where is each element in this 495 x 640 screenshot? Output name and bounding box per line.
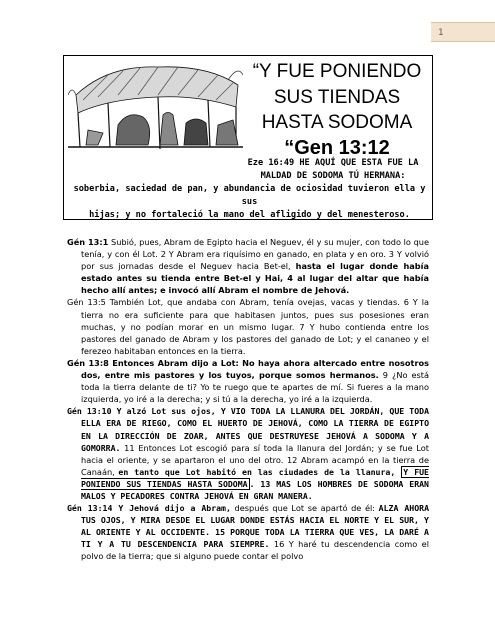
verse-paragraph-3 [67, 357, 429, 405]
tent-illustration [68, 55, 243, 153]
scripture-body [67, 236, 429, 563]
verse-text: Gén 13:5 También Lot, que andaba con Abram, tenía ovejas, vacas y tiendas. 6 Y la tierra no era suficiente para que habitasen juntos, pues sus posesiones eran muchas, y no podían morar en un mismo lugar. 7 Y hubo contienda entre los pastores del ganado de Abram y los pastores del ganado de Lot; y el cananeo y el ferezeo habitaban entonces en la tierra. [67, 297, 429, 356]
verse-text: Subió, pues, Abram de Egipto hacia el Neguev, él y su mujer, con todo lo que tenía, y con él Lot. 2 Y Abram era riquísimo en ganado, en plata y en oro. 3 Y volvió por sus jornadas desde el Neguev hacia Bet-el, [81, 237, 429, 272]
title-reference: “Gen 13:12 [284, 136, 390, 159]
verse-emphasis: Gén 13:8 Entonces Abram dijo a Lot: No haya ahora altercado entre nosotros dos, entre mis pastores y los tuyos, porque somos hermanos. [67, 357, 429, 381]
epigraph-line-3: soberbia, saciedad de pan, y abundancia de ociosidad tuvieron ella y sus [73, 184, 426, 207]
title-line-3: HASTA SODOMA [261, 112, 413, 133]
verse-emphasis: hasta el lugar donde había estado antes su tienda entre Bet-el y Hai, 4 al lugar del altar que había hecho allí antes; e invocó allí Abram el nombre de Jehová. [81, 261, 429, 296]
verse-reference: Gén 13:1 [67, 237, 109, 247]
verse-text: 9 ¿No está toda la tierra delante de ti? Yo te ruego que te apartes de mí. Si fueres a la mano izquierda, yo iré a la derecha; y si tú a la derecha, yo iré a la izquierda. [81, 370, 429, 405]
verse-emphasis: . 13 MAS LOS HOMBRES DE SODOMA ERAN MALOS Y PECADORES CONTRA JEHOVÁ EN GRAN MANERA. [81, 478, 429, 501]
verse-text: 16 Y haré tu descendencia como el polvo de la tierra; que si alguno puede contar el polvo [81, 539, 429, 562]
page-number: 1 [431, 22, 495, 42]
epigraph-line-4: hijas; y no fortaleció la mano del afligido y del menesteroso. [89, 210, 410, 220]
epigraph-line-1: Eze 16:49 HE AQUÍ QUE ESTA FUE LA [247, 158, 419, 168]
verse-emphasis: en tanto que Lot habitó en las ciudades de la llanura, [118, 466, 402, 477]
verse-emphasis: Gén 13:14 Y Jehová dijo a Abram, [67, 503, 231, 514]
verse-paragraph-2 [67, 296, 429, 356]
title-line-2: SUS TIENDAS [273, 86, 401, 108]
epigraph [230, 157, 436, 183]
verse-paragraph-1 [67, 236, 429, 296]
verse-paragraph-5 [67, 502, 429, 562]
verse-emphasis: ALZA AHORA TUS OJOS, Y MIRA DESDE EL LUGAR DONDE ESTÁS HACIA EL NORTE Y EL SUR, Y AL ORIENTE Y AL OCCIDENTE. 15 PORQUE TODA LA TIERRA QUE VES, LA DARÉ A TI Y A TU DESCENDENCIA PARA SIEMPRE. [81, 503, 429, 550]
verse-text: después que Lot se apartó de él: [230, 503, 379, 514]
title-line-1: “Y FUE PONIENDO [252, 61, 422, 82]
boxed-highlight: Y FUE PONIENDO SUS TIENDAS HASTA SODOMA [81, 466, 429, 489]
page-title [247, 59, 427, 161]
epigraph-line-2: MALDAD DE SODOMA TÚ HERMANA: [260, 171, 406, 181]
verse-text: 11 Entonces Lot escogió para sí toda la llanura del Jordán; y se fue Lot hacia el oriente, y se apartaron el uno del otro. 12 Abram acampó en la tierra de Canaán, [81, 442, 429, 477]
verse-emphasis: Gén 13:10 Y alzó Lot sus ojos, Y VIO TODA LA LLANURA DEL JORDÁN, QUE TODA ELLA ERA DE RIEGO, COMO EL HUERTO DE JEHOVÁ, COMO LA TIERRA DE EGIPTO EN LA DIRECCIÓN DE ZOAR, ANTES QUE DESTRUYESE JEHOVÁ A SODOMA Y A GOMORRA. [67, 406, 429, 453]
epigraph-continued [72, 183, 427, 222]
verse-paragraph-4 [67, 405, 429, 502]
